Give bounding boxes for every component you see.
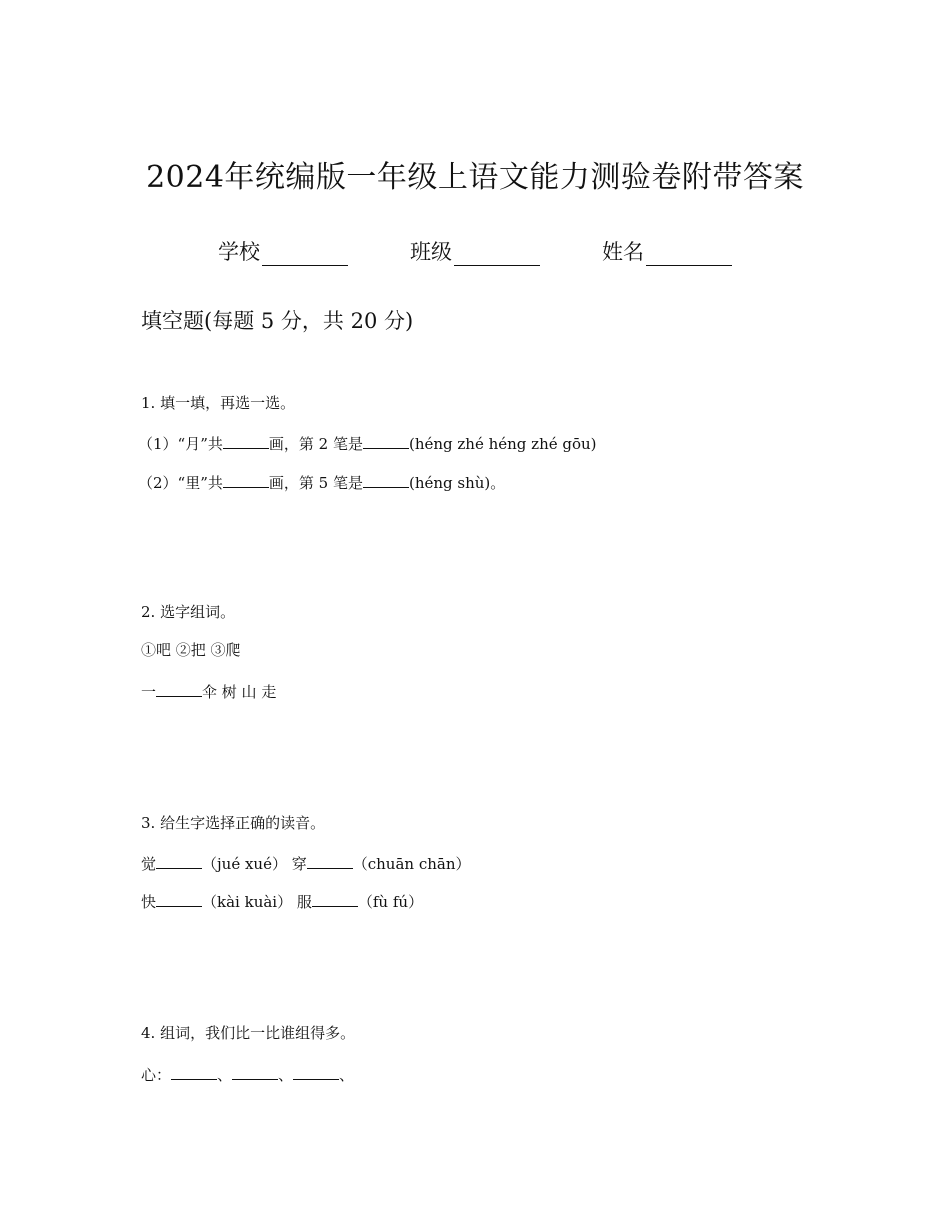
name-label: 姓名 [602, 240, 644, 264]
q1-blank-3[interactable] [223, 473, 269, 488]
name-field[interactable] [602, 236, 732, 266]
q2-options: ①吧 ②把 ③爬 [141, 641, 241, 659]
q3-line-2-text-b: （kài kuài） 服 [202, 893, 312, 911]
school-blank[interactable] [262, 245, 348, 266]
q3-line-1-text-b: （jué xué） 穿 [202, 855, 307, 873]
q4-sep-1: 、 [217, 1066, 233, 1084]
page-title: 2024年统编版一年级上语文能力测验卷附带答案 [146, 160, 804, 195]
name-blank[interactable] [646, 245, 732, 266]
q1-blank-4[interactable] [363, 473, 409, 488]
q2-line-text-b: 伞 树 山 走 [202, 683, 277, 701]
q1-line-2 [138, 473, 505, 491]
q3-blank-4[interactable] [312, 892, 358, 907]
q4-stem: 4. 组词，我们比一比谁组得多。 [141, 1024, 356, 1042]
q3-line-1 [141, 854, 471, 872]
school-field[interactable] [218, 236, 348, 266]
q4-sep-3: 、 [339, 1066, 355, 1084]
q1-line-1 [138, 434, 597, 452]
q3-line-2 [141, 892, 423, 910]
q4-blank-2[interactable] [232, 1065, 278, 1080]
q2-stem: 2. 选字组词。 [141, 603, 236, 621]
q4-char: 心： [141, 1066, 172, 1084]
section-heading: 填空题(每题 5 分，共 20 分) [141, 309, 414, 333]
q3-line-2-text-c: （fù fú） [357, 893, 424, 911]
q3-char-3: 快 [141, 893, 157, 911]
q4-blank-3[interactable] [293, 1065, 339, 1080]
class-field[interactable] [410, 236, 540, 266]
q4-blank-1[interactable] [171, 1065, 217, 1080]
q3-blank-2[interactable] [307, 854, 353, 869]
class-label: 班级 [410, 240, 452, 264]
q2-blank-1[interactable] [156, 682, 202, 697]
q3-stem: 3. 给生字选择正确的读音。 [141, 814, 326, 832]
q1-blank-1[interactable] [223, 434, 269, 449]
q1-stem: 1. 填一填，再选一选。 [141, 394, 296, 412]
class-blank[interactable] [454, 245, 540, 266]
student-info-row [0, 236, 950, 266]
school-label: 学校 [218, 240, 260, 264]
q1-blank-2[interactable] [363, 434, 409, 449]
q1-line-1-pinyin: (héng zhé héng zhé gōu) [408, 435, 597, 453]
q1-line-2-text-a: （2）“里”共 [138, 474, 223, 492]
q1-line-2-pinyin: (héng shù)。 [408, 474, 506, 492]
q3-char-1: 觉 [141, 855, 157, 873]
q3-blank-3[interactable] [156, 892, 202, 907]
q2-line-text-a: 一 [141, 683, 157, 701]
q1-line-2-text-b: 画，第 5 笔是 [268, 474, 363, 492]
q3-line-1-text-c: （chuān chān） [352, 855, 471, 873]
q4-line [141, 1065, 354, 1083]
q3-blank-1[interactable] [156, 854, 202, 869]
q1-line-1-text-a: （1）“月”共 [138, 435, 223, 453]
q2-line [141, 682, 276, 700]
q4-sep-2: 、 [278, 1066, 294, 1084]
q1-line-1-text-b: 画，第 2 笔是 [268, 435, 363, 453]
